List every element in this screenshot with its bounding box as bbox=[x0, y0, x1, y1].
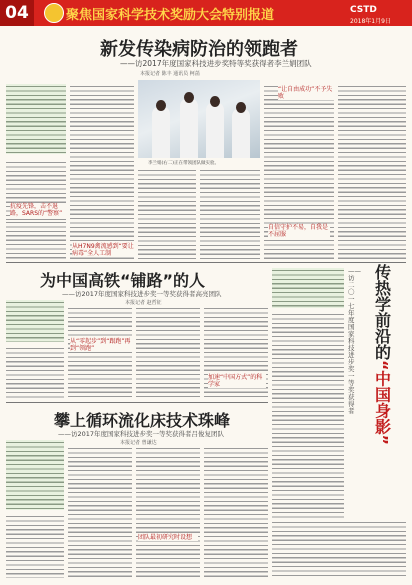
article2-subtitle: ——访2017年度国家科技进步奖一等奖获得者高亮团队 bbox=[62, 290, 222, 298]
photo-person bbox=[206, 102, 224, 158]
article2-col1 bbox=[6, 346, 64, 398]
section-divider bbox=[6, 402, 268, 403]
article1-sidebar-box bbox=[6, 84, 66, 154]
article1-pullquote-right2: 自信守护不易，自我是不屈服 bbox=[268, 224, 329, 238]
section-title: 聚焦国家科学技术奖励大会特别报道 bbox=[66, 8, 275, 23]
article4-pullquote: 团队最初研究时设想 bbox=[138, 534, 198, 541]
photo-person bbox=[232, 108, 250, 158]
section-divider bbox=[6, 262, 406, 263]
article1-byline: 本报记者 陈丰 通讯员 柯菡 bbox=[140, 71, 200, 77]
article1-pullquote-left: 抗疫先锋，击不退路，SARS的“警察” bbox=[10, 203, 66, 217]
article1-headline: 新发传染病防治的领跑者 bbox=[100, 39, 298, 60]
article2-pullquote2: 加速“中国方式”的科学家 bbox=[208, 374, 266, 388]
article4-col2 bbox=[68, 446, 132, 578]
photo-person bbox=[152, 106, 170, 158]
photo-person-head bbox=[210, 96, 220, 107]
article1-col1b bbox=[6, 220, 66, 260]
team-photo bbox=[138, 80, 260, 158]
article4-headline: 攀上循环流化床技术珠峰 bbox=[54, 411, 231, 430]
article1-pullquote-right: “让自由成功”不予失败 bbox=[278, 86, 333, 100]
article2-sidebar-box bbox=[6, 300, 64, 342]
article4-col3 bbox=[136, 446, 200, 578]
article1-col4 bbox=[200, 168, 260, 260]
page-number: 04 bbox=[0, 0, 34, 26]
article1-subtitle: ——访2017年度国家科技进步奖特等奖获得者李兰娟团队 bbox=[120, 59, 312, 68]
masthead: CSTD bbox=[350, 5, 377, 15]
article4-col4 bbox=[204, 446, 268, 578]
article1-col3 bbox=[138, 168, 196, 260]
article2-col2 bbox=[68, 306, 132, 398]
article3-sidebar-box bbox=[272, 268, 344, 308]
article4-byline: 本报记者 曾谦达 bbox=[120, 440, 157, 446]
article1-col6 bbox=[338, 84, 406, 260]
article2-col3 bbox=[136, 306, 200, 398]
photo-person-head bbox=[236, 102, 246, 113]
article1-col2 bbox=[70, 84, 134, 260]
article3-col2 bbox=[272, 520, 406, 578]
article2-byline: 本报记者 赵哲征 bbox=[125, 300, 162, 306]
article4-col1 bbox=[6, 514, 64, 578]
award-emblem-icon bbox=[44, 3, 64, 23]
photo-person-head bbox=[156, 100, 166, 111]
photo-caption: 李兰娟(右二)正在带领团队做实验。 bbox=[148, 161, 220, 166]
article2-pullquote: 从“零起步”到“跟跑”再到“领跑” bbox=[70, 338, 131, 352]
article3-headline-red: “中国身影” bbox=[372, 360, 392, 446]
article1-pullquote-mid: 从H7N9禽流感到“要让病毒”全人工制 bbox=[72, 243, 134, 257]
article4-subtitle: ——访2017年度国家科技进步奖一等奖获得者吕俊复团队 bbox=[58, 430, 225, 438]
photo-person bbox=[180, 98, 198, 158]
masthead-date: 2018年1月9日 bbox=[350, 18, 391, 25]
article3-subtitle: ——访二〇一七年度国家科技进步奖一等奖获得者 bbox=[348, 267, 361, 415]
article4-sidebar-box bbox=[6, 440, 64, 510]
article3-headline bbox=[362, 264, 402, 445]
photo-person-head bbox=[184, 92, 194, 103]
article3-headline-plain: 传热学前沿的 bbox=[372, 264, 392, 360]
article2-headline: 为中国高铁“铺路”的人 bbox=[40, 271, 206, 290]
